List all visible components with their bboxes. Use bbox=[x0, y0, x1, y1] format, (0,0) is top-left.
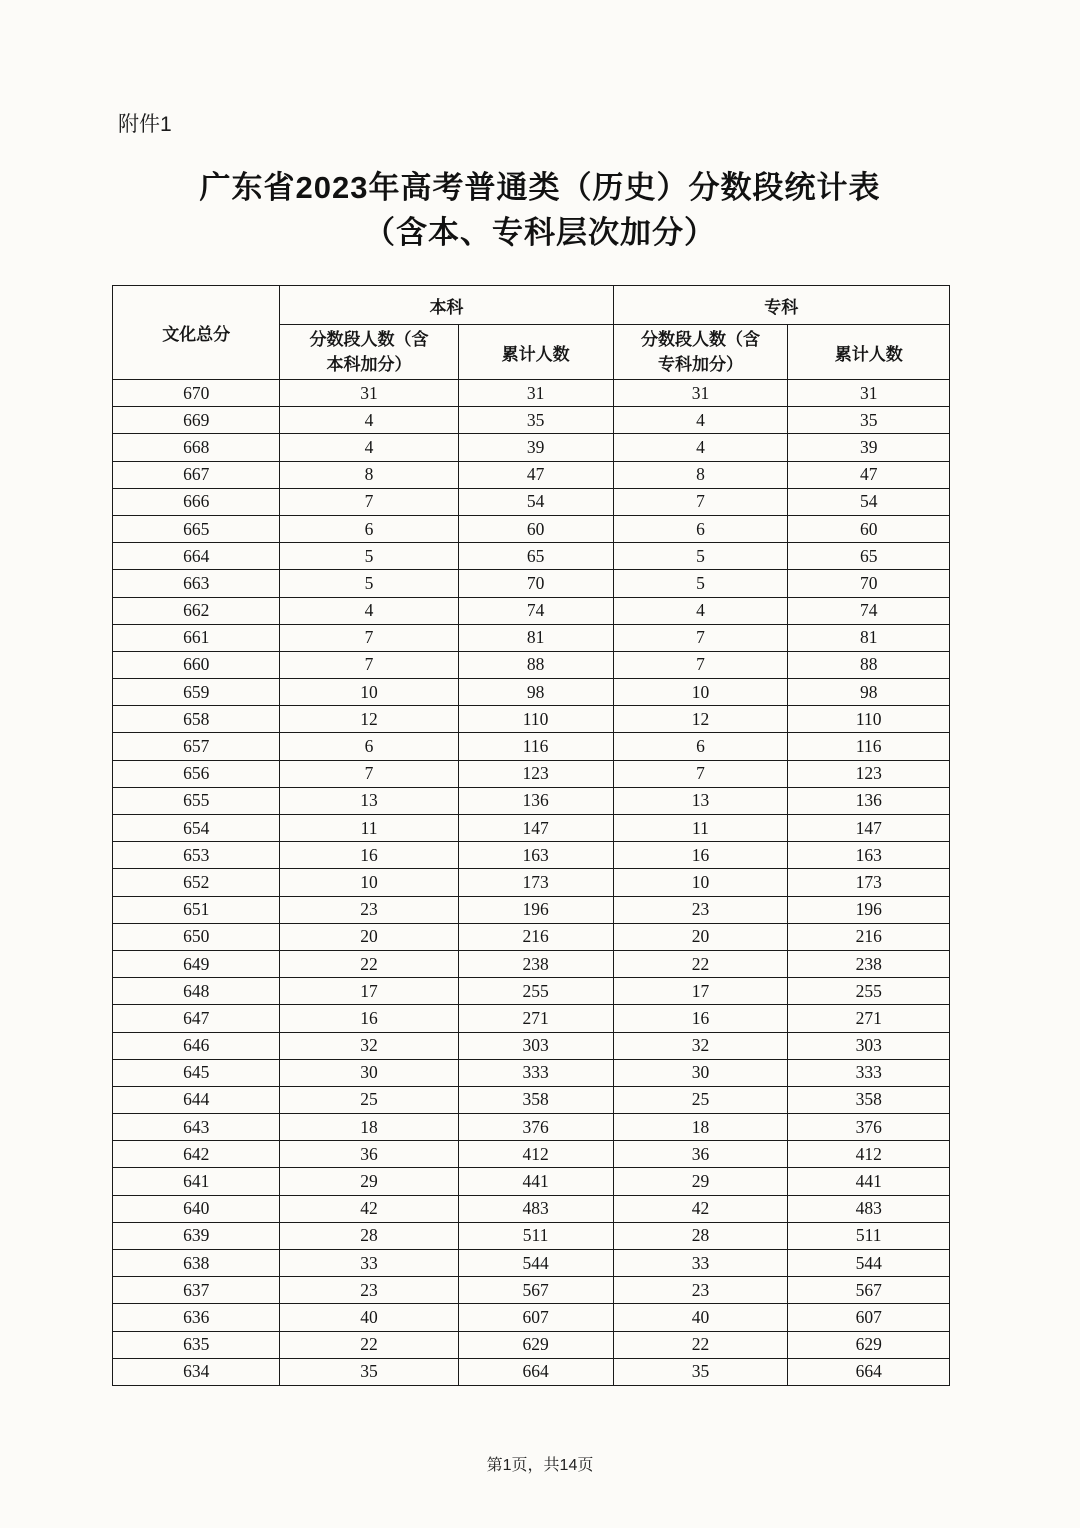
table-row bbox=[113, 706, 950, 733]
undergrad-segment-cell: 32 bbox=[280, 1032, 458, 1059]
header-college-segment-label: 分数段人数（含专科加分） bbox=[640, 329, 760, 374]
undergrad-segment-cell: 6 bbox=[280, 733, 458, 760]
table-row bbox=[113, 488, 950, 515]
college-segment-cell: 12 bbox=[613, 706, 788, 733]
undergrad-cumulative-cell: 303 bbox=[458, 1032, 613, 1059]
undergrad-segment-cell: 23 bbox=[280, 896, 458, 923]
table-row bbox=[113, 978, 950, 1005]
score-cell: 640 bbox=[113, 1195, 280, 1222]
header-college-group: 专科 bbox=[613, 286, 950, 325]
undergrad-segment-cell: 29 bbox=[280, 1168, 458, 1195]
college-cumulative-cell: 39 bbox=[788, 434, 950, 461]
undergrad-segment-cell: 10 bbox=[280, 869, 458, 896]
undergrad-segment-cell: 20 bbox=[280, 923, 458, 950]
header-undergrad-segment bbox=[280, 325, 458, 380]
college-cumulative-cell: 136 bbox=[788, 787, 950, 814]
undergrad-cumulative-cell: 238 bbox=[458, 950, 613, 977]
college-cumulative-cell: 54 bbox=[788, 488, 950, 515]
undergrad-cumulative-cell: 54 bbox=[458, 488, 613, 515]
score-cell: 655 bbox=[113, 787, 280, 814]
undergrad-cumulative-cell: 483 bbox=[458, 1195, 613, 1222]
college-segment-cell: 33 bbox=[613, 1250, 788, 1277]
undergrad-cumulative-cell: 116 bbox=[458, 733, 613, 760]
college-segment-cell: 31 bbox=[613, 380, 788, 407]
college-segment-cell: 7 bbox=[613, 624, 788, 651]
college-cumulative-cell: 664 bbox=[788, 1358, 950, 1385]
college-cumulative-cell: 607 bbox=[788, 1304, 950, 1331]
undergrad-cumulative-cell: 216 bbox=[458, 923, 613, 950]
header-undergrad-group: 本科 bbox=[280, 286, 613, 325]
college-cumulative-cell: 441 bbox=[788, 1168, 950, 1195]
table-row bbox=[113, 1250, 950, 1277]
college-cumulative-cell: 196 bbox=[788, 896, 950, 923]
undergrad-segment-cell: 4 bbox=[280, 597, 458, 624]
undergrad-cumulative-cell: 98 bbox=[458, 679, 613, 706]
undergrad-cumulative-cell: 607 bbox=[458, 1304, 613, 1331]
college-cumulative-cell: 629 bbox=[788, 1331, 950, 1358]
undergrad-cumulative-cell: 136 bbox=[458, 787, 613, 814]
score-cell: 656 bbox=[113, 760, 280, 787]
college-cumulative-cell: 255 bbox=[788, 978, 950, 1005]
table-row bbox=[113, 787, 950, 814]
table-row bbox=[113, 1277, 950, 1304]
undergrad-cumulative-cell: 358 bbox=[458, 1086, 613, 1113]
college-segment-cell: 13 bbox=[613, 787, 788, 814]
undergrad-segment-cell: 35 bbox=[280, 1358, 458, 1385]
college-cumulative-cell: 216 bbox=[788, 923, 950, 950]
table-row bbox=[113, 434, 950, 461]
header-undergrad-cumulative: 累计人数 bbox=[458, 325, 613, 380]
undergrad-segment-cell: 16 bbox=[280, 842, 458, 869]
score-cell: 647 bbox=[113, 1005, 280, 1032]
table-row bbox=[113, 1222, 950, 1249]
table-row bbox=[113, 1168, 950, 1195]
table-row bbox=[113, 1114, 950, 1141]
college-segment-cell: 4 bbox=[613, 597, 788, 624]
table-row bbox=[113, 733, 950, 760]
table-row bbox=[113, 570, 950, 597]
undergrad-segment-cell: 23 bbox=[280, 1277, 458, 1304]
table-row bbox=[113, 950, 950, 977]
undergrad-segment-cell: 31 bbox=[280, 380, 458, 407]
score-cell: 662 bbox=[113, 597, 280, 624]
table-row bbox=[113, 461, 950, 488]
score-cell: 659 bbox=[113, 679, 280, 706]
score-cell: 665 bbox=[113, 515, 280, 542]
college-segment-cell: 5 bbox=[613, 570, 788, 597]
table-row bbox=[113, 1304, 950, 1331]
college-cumulative-cell: 173 bbox=[788, 869, 950, 896]
score-cell: 641 bbox=[113, 1168, 280, 1195]
score-cell: 670 bbox=[113, 380, 280, 407]
undergrad-cumulative-cell: 333 bbox=[458, 1059, 613, 1086]
undergrad-segment-cell: 22 bbox=[280, 950, 458, 977]
college-cumulative-cell: 376 bbox=[788, 1114, 950, 1141]
college-segment-cell: 4 bbox=[613, 434, 788, 461]
undergrad-cumulative-cell: 74 bbox=[458, 597, 613, 624]
college-cumulative-cell: 483 bbox=[788, 1195, 950, 1222]
undergrad-cumulative-cell: 47 bbox=[458, 461, 613, 488]
college-segment-cell: 4 bbox=[613, 407, 788, 434]
score-cell: 668 bbox=[113, 434, 280, 461]
undergrad-segment-cell: 7 bbox=[280, 488, 458, 515]
undergrad-cumulative-cell: 81 bbox=[458, 624, 613, 651]
college-segment-cell: 10 bbox=[613, 679, 788, 706]
college-cumulative-cell: 98 bbox=[788, 679, 950, 706]
college-cumulative-cell: 60 bbox=[788, 515, 950, 542]
undergrad-segment-cell: 30 bbox=[280, 1059, 458, 1086]
college-segment-cell: 11 bbox=[613, 815, 788, 842]
undergrad-cumulative-cell: 255 bbox=[458, 978, 613, 1005]
college-segment-cell: 6 bbox=[613, 515, 788, 542]
undergrad-cumulative-cell: 123 bbox=[458, 760, 613, 787]
undergrad-cumulative-cell: 31 bbox=[458, 380, 613, 407]
college-cumulative-cell: 70 bbox=[788, 570, 950, 597]
college-cumulative-cell: 271 bbox=[788, 1005, 950, 1032]
table-row bbox=[113, 815, 950, 842]
undergrad-segment-cell: 28 bbox=[280, 1222, 458, 1249]
college-segment-cell: 22 bbox=[613, 950, 788, 977]
score-cell: 664 bbox=[113, 543, 280, 570]
college-segment-cell: 8 bbox=[613, 461, 788, 488]
table-row bbox=[113, 1195, 950, 1222]
table-row bbox=[113, 624, 950, 651]
table-header bbox=[113, 286, 950, 380]
undergrad-segment-cell: 4 bbox=[280, 407, 458, 434]
undergrad-segment-cell: 5 bbox=[280, 570, 458, 597]
score-cell: 666 bbox=[113, 488, 280, 515]
header-college-cumulative: 累计人数 bbox=[788, 325, 950, 380]
undergrad-cumulative-cell: 70 bbox=[458, 570, 613, 597]
score-cell: 660 bbox=[113, 651, 280, 678]
undergrad-cumulative-cell: 60 bbox=[458, 515, 613, 542]
table-row bbox=[113, 679, 950, 706]
college-segment-cell: 25 bbox=[613, 1086, 788, 1113]
undergrad-segment-cell: 10 bbox=[280, 679, 458, 706]
undergrad-cumulative-cell: 441 bbox=[458, 1168, 613, 1195]
table-row bbox=[113, 380, 950, 407]
score-cell: 652 bbox=[113, 869, 280, 896]
table-row bbox=[113, 1086, 950, 1113]
college-cumulative-cell: 74 bbox=[788, 597, 950, 624]
college-cumulative-cell: 333 bbox=[788, 1059, 950, 1086]
college-segment-cell: 32 bbox=[613, 1032, 788, 1059]
undergrad-segment-cell: 25 bbox=[280, 1086, 458, 1113]
undergrad-cumulative-cell: 39 bbox=[458, 434, 613, 461]
score-cell: 663 bbox=[113, 570, 280, 597]
undergrad-cumulative-cell: 544 bbox=[458, 1250, 613, 1277]
score-cell: 648 bbox=[113, 978, 280, 1005]
table-row bbox=[113, 842, 950, 869]
undergrad-segment-cell: 11 bbox=[280, 815, 458, 842]
table-row bbox=[113, 869, 950, 896]
college-cumulative-cell: 511 bbox=[788, 1222, 950, 1249]
college-segment-cell: 6 bbox=[613, 733, 788, 760]
college-segment-cell: 42 bbox=[613, 1195, 788, 1222]
college-cumulative-cell: 147 bbox=[788, 815, 950, 842]
score-cell: 634 bbox=[113, 1358, 280, 1385]
score-cell: 644 bbox=[113, 1086, 280, 1113]
college-segment-cell: 10 bbox=[613, 869, 788, 896]
undergrad-segment-cell: 42 bbox=[280, 1195, 458, 1222]
group-header-row bbox=[113, 286, 950, 325]
score-cell: 643 bbox=[113, 1114, 280, 1141]
attachment-label: 附件1 bbox=[118, 113, 172, 136]
table-row bbox=[113, 896, 950, 923]
college-cumulative-cell: 238 bbox=[788, 950, 950, 977]
table-row bbox=[113, 1331, 950, 1358]
college-segment-cell: 7 bbox=[613, 760, 788, 787]
college-segment-cell: 36 bbox=[613, 1141, 788, 1168]
undergrad-segment-cell: 6 bbox=[280, 515, 458, 542]
college-segment-cell: 7 bbox=[613, 488, 788, 515]
college-segment-cell: 29 bbox=[613, 1168, 788, 1195]
score-cell: 667 bbox=[113, 461, 280, 488]
undergrad-segment-cell: 7 bbox=[280, 760, 458, 787]
table-row bbox=[113, 515, 950, 542]
undergrad-cumulative-cell: 173 bbox=[458, 869, 613, 896]
undergrad-cumulative-cell: 567 bbox=[458, 1277, 613, 1304]
table-row bbox=[113, 923, 950, 950]
undergrad-cumulative-cell: 196 bbox=[458, 896, 613, 923]
table-row bbox=[113, 760, 950, 787]
college-segment-cell: 23 bbox=[613, 896, 788, 923]
undergrad-segment-cell: 7 bbox=[280, 651, 458, 678]
undergrad-segment-cell: 16 bbox=[280, 1005, 458, 1032]
title-line-1: 广东省2023年高考普通类（历史）分数段统计表 bbox=[199, 170, 881, 205]
score-cell: 636 bbox=[113, 1304, 280, 1331]
undergrad-segment-cell: 8 bbox=[280, 461, 458, 488]
college-cumulative-cell: 303 bbox=[788, 1032, 950, 1059]
college-segment-cell: 23 bbox=[613, 1277, 788, 1304]
table-row bbox=[113, 651, 950, 678]
table-row bbox=[113, 1005, 950, 1032]
college-cumulative-cell: 81 bbox=[788, 624, 950, 651]
undergrad-segment-cell: 18 bbox=[280, 1114, 458, 1141]
undergrad-segment-cell: 7 bbox=[280, 624, 458, 651]
college-segment-cell: 20 bbox=[613, 923, 788, 950]
college-cumulative-cell: 31 bbox=[788, 380, 950, 407]
college-cumulative-cell: 123 bbox=[788, 760, 950, 787]
college-cumulative-cell: 88 bbox=[788, 651, 950, 678]
score-cell: 661 bbox=[113, 624, 280, 651]
college-segment-cell: 22 bbox=[613, 1331, 788, 1358]
undergrad-cumulative-cell: 376 bbox=[458, 1114, 613, 1141]
undergrad-segment-cell: 40 bbox=[280, 1304, 458, 1331]
college-segment-cell: 16 bbox=[613, 842, 788, 869]
score-table bbox=[112, 285, 950, 1386]
undergrad-cumulative-cell: 163 bbox=[458, 842, 613, 869]
college-cumulative-cell: 35 bbox=[788, 407, 950, 434]
college-segment-cell: 30 bbox=[613, 1059, 788, 1086]
undergrad-cumulative-cell: 629 bbox=[458, 1331, 613, 1358]
college-cumulative-cell: 358 bbox=[788, 1086, 950, 1113]
table-row bbox=[113, 1141, 950, 1168]
undergrad-cumulative-cell: 412 bbox=[458, 1141, 613, 1168]
undergrad-segment-cell: 5 bbox=[280, 543, 458, 570]
undergrad-cumulative-cell: 271 bbox=[458, 1005, 613, 1032]
undergrad-segment-cell: 33 bbox=[280, 1250, 458, 1277]
college-cumulative-cell: 567 bbox=[788, 1277, 950, 1304]
table-row bbox=[113, 407, 950, 434]
table-body bbox=[113, 380, 950, 1386]
undergrad-segment-cell: 4 bbox=[280, 434, 458, 461]
undergrad-cumulative-cell: 664 bbox=[458, 1358, 613, 1385]
table-row bbox=[113, 1358, 950, 1385]
undergrad-segment-cell: 36 bbox=[280, 1141, 458, 1168]
undergrad-segment-cell: 12 bbox=[280, 706, 458, 733]
college-segment-cell: 17 bbox=[613, 978, 788, 1005]
college-cumulative-cell: 544 bbox=[788, 1250, 950, 1277]
score-cell: 657 bbox=[113, 733, 280, 760]
score-cell: 658 bbox=[113, 706, 280, 733]
header-college-segment bbox=[613, 325, 788, 380]
college-segment-cell: 16 bbox=[613, 1005, 788, 1032]
undergrad-cumulative-cell: 511 bbox=[458, 1222, 613, 1249]
score-cell: 649 bbox=[113, 950, 280, 977]
college-segment-cell: 28 bbox=[613, 1222, 788, 1249]
table-row bbox=[113, 1032, 950, 1059]
score-cell: 638 bbox=[113, 1250, 280, 1277]
undergrad-cumulative-cell: 147 bbox=[458, 815, 613, 842]
college-cumulative-cell: 47 bbox=[788, 461, 950, 488]
undergrad-cumulative-cell: 88 bbox=[458, 651, 613, 678]
undergrad-cumulative-cell: 35 bbox=[458, 407, 613, 434]
college-cumulative-cell: 116 bbox=[788, 733, 950, 760]
score-cell: 654 bbox=[113, 815, 280, 842]
undergrad-segment-cell: 13 bbox=[280, 787, 458, 814]
score-cell: 645 bbox=[113, 1059, 280, 1086]
score-cell: 669 bbox=[113, 407, 280, 434]
undergrad-cumulative-cell: 65 bbox=[458, 543, 613, 570]
score-cell: 653 bbox=[113, 842, 280, 869]
college-cumulative-cell: 110 bbox=[788, 706, 950, 733]
score-cell: 642 bbox=[113, 1141, 280, 1168]
table-row bbox=[113, 543, 950, 570]
undergrad-cumulative-cell: 110 bbox=[458, 706, 613, 733]
college-cumulative-cell: 412 bbox=[788, 1141, 950, 1168]
page-footer: 第1页，共14页 bbox=[486, 1457, 594, 1474]
score-cell: 650 bbox=[113, 923, 280, 950]
college-segment-cell: 7 bbox=[613, 651, 788, 678]
college-cumulative-cell: 65 bbox=[788, 543, 950, 570]
college-segment-cell: 35 bbox=[613, 1358, 788, 1385]
table-row bbox=[113, 1059, 950, 1086]
table-row bbox=[113, 597, 950, 624]
header-total-score: 文化总分 bbox=[113, 286, 280, 380]
undergrad-segment-cell: 17 bbox=[280, 978, 458, 1005]
score-cell: 637 bbox=[113, 1277, 280, 1304]
score-cell: 651 bbox=[113, 896, 280, 923]
score-cell: 646 bbox=[113, 1032, 280, 1059]
score-cell: 635 bbox=[113, 1331, 280, 1358]
header-undergrad-segment-label: 分数段人数（含本科加分） bbox=[309, 329, 429, 374]
score-cell: 639 bbox=[113, 1222, 280, 1249]
college-segment-cell: 5 bbox=[613, 543, 788, 570]
title-line-2: （含本、专科层次加分） bbox=[364, 215, 716, 250]
college-segment-cell: 18 bbox=[613, 1114, 788, 1141]
college-segment-cell: 40 bbox=[613, 1304, 788, 1331]
undergrad-segment-cell: 22 bbox=[280, 1331, 458, 1358]
document-title bbox=[0, 165, 1080, 255]
college-cumulative-cell: 163 bbox=[788, 842, 950, 869]
